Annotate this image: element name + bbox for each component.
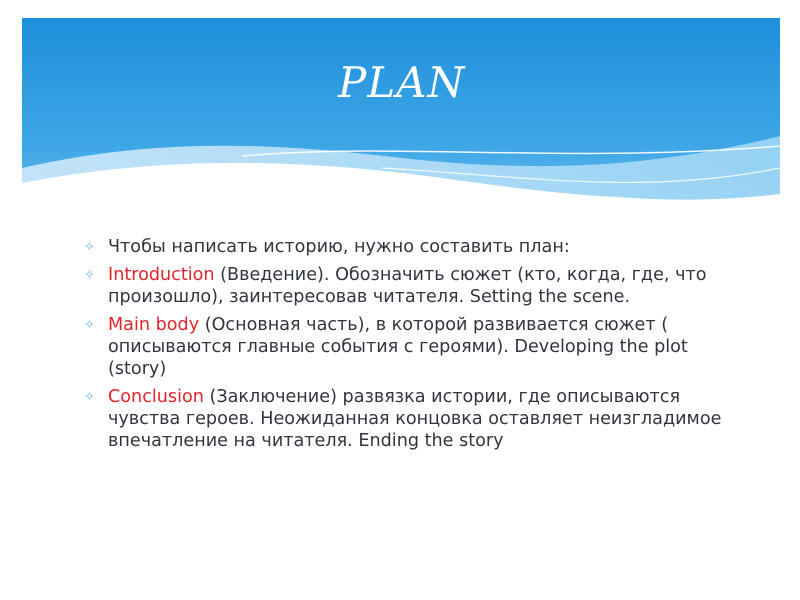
bullet-text: (Введение). Обозначить сюжет (кто, когда, где, что произошло), заинтересовав читателя. Setting the scene. (108, 265, 707, 307)
sky-wave-header (22, 18, 780, 248)
bullet-list (82, 236, 722, 458)
bullet-text: (Основная часть), в которой развивается сюжет ( описываются главные события с героями). Developing the plot (story) (108, 315, 688, 379)
bullet-item (82, 386, 722, 452)
bullet-highlight: Introduction (108, 265, 215, 285)
four-point-star-icon: ✧ (84, 268, 95, 283)
four-point-star-icon: ✧ (84, 318, 95, 333)
bullet-highlight: Conclusion (108, 387, 204, 407)
bullet-item (82, 264, 722, 308)
bullet-item (82, 314, 722, 380)
slide (22, 18, 780, 582)
four-point-star-icon: ✧ (84, 390, 95, 405)
bullet-text: Чтобы написать историю, нужно составить план: (108, 237, 570, 257)
bullet-highlight: Main body (108, 315, 200, 335)
slide-title: PLAN (338, 58, 466, 107)
bullet-text: (Заключение) развязка истории, где описываются чувства героев. Неожиданная концовка оставляет неизгладимое впечатление на читателя. Ending the story (108, 387, 722, 451)
four-point-star-icon: ✧ (84, 240, 95, 255)
bullet-item (82, 236, 722, 258)
